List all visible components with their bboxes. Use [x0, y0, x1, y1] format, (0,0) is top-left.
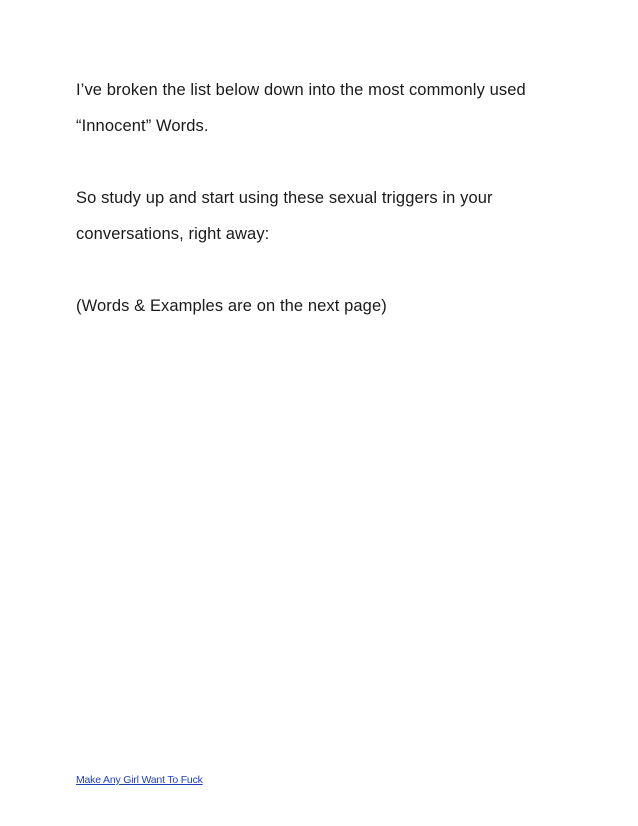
body-text — [76, 72, 576, 324]
footer-link[interactable]: Make Any Girl Want To Fuck — [76, 774, 203, 786]
paragraph-intro: I’ve broken the list below down into the most commonly used “Innocent” Words. — [76, 81, 526, 135]
paragraph-next-page-note: (Words & Examples are on the next page) — [76, 297, 387, 315]
paragraph-instruction: So study up and start using these sexual triggers in your conversations, right away: — [76, 189, 493, 243]
